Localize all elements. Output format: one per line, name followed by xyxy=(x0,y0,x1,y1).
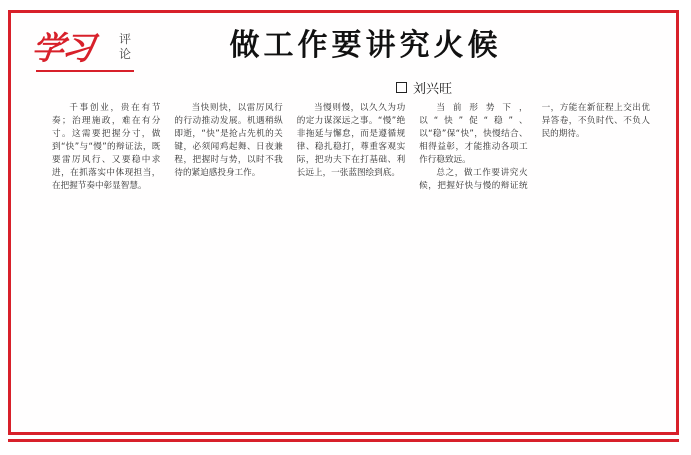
article-paragraph: 总之，做工作要讲究火候，把握好快与慢的辩证统一，方能在新征程上交出优异答卷，不负时代、不负人民的期待。 xyxy=(419,103,650,191)
logo-underline xyxy=(36,70,134,72)
article-paragraph: 当前形势下，以“快”促“稳”、以“稳”保“快”，快慢结合、相得益彰，才能推动各项工作行稳致远。 xyxy=(419,103,528,165)
article-title: 做工作要讲究火候 xyxy=(229,28,502,63)
column-logo-side: 评论 xyxy=(118,32,131,61)
byline xyxy=(396,78,452,97)
article-paragraph: 当快则快，以雷厉风行的行动推动发展。机遇稍纵即逝，“快”是抢占先机的关键，必须闻鸡起舞、日夜兼程，把握时与势，以时不我待的紧迫感投身工作。 xyxy=(174,103,283,178)
article-paragraph: 千事创业，贵在有节奏；治理施政，难在有分寸。这需要把握分寸，做到“快”与“慢”的辩证法，既要雷厉风行、又要稳中求进，在抓落实中体现担当，在把握节奏中彰显智慧。 xyxy=(52,103,161,191)
article-paragraph: 当慢则慢，以久久为功的定力谋深远之事。“慢”绝非拖延与懈怠，而是遵循规律、稳扎稳打，尊重客观实际，把功夫下在打基础、利长远上，一张蓝图绘到底。 xyxy=(296,103,406,178)
byline-box-icon xyxy=(396,82,407,93)
article-body xyxy=(52,102,650,422)
column-logo-main: 学习 xyxy=(29,29,95,67)
bottom-divider xyxy=(8,439,679,442)
author-name: 刘兴旺 xyxy=(413,82,453,97)
